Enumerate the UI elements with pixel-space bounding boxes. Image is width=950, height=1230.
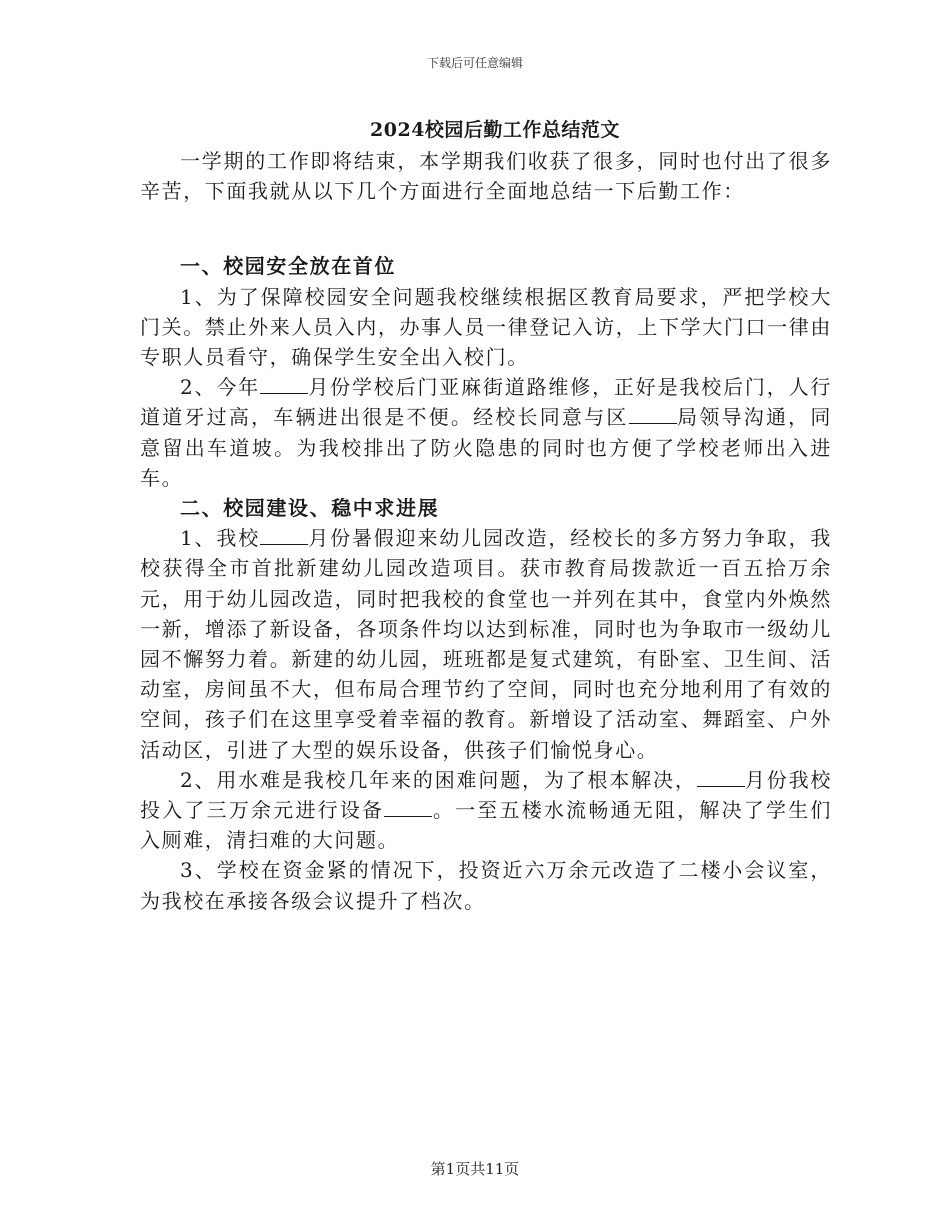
document-title: 2024校园后勤工作总结范文 [370,119,620,141]
text-run: 2、今年 [180,375,261,400]
section2-paragraph-1 [140,523,832,765]
text-run: 。一至五楼水流畅通无阻，解决了学生们入厕难，清扫难的大问题。 [140,798,832,853]
spacer [140,206,832,251]
section2-paragraph-3: 3、学校在资金紧的情况下，投资近六万余元改造了二楼小会议室，为我校在承接各级会议提升了档次。 [140,858,832,913]
text-run: 2、用水难是我校几年来的困难问题，为了根本解决， [180,767,697,792]
header-note: 下载后可任意编辑 [426,56,523,70]
document-body [140,146,832,916]
page-number: 第1页共11页 [430,1160,520,1178]
section-heading-1: 一、校园安全放在首位 [180,254,396,279]
blank-line [260,375,308,394]
blank-line [629,405,677,424]
text-run: 月份暑假迎来幼儿园改造，经校长的多方努力争取，我校获得全市首批新建幼儿园改造项目。获市教育局拨款近一百五拾万余元，用于幼儿园改造，同时把我校的食堂也一并列在其中，食堂内外焕然一新，增添了新设备，各项条件均以达到标准，同时也为争取市一级幼儿园不懈努力着。新建的幼儿园，班班都是复式建筑，有卧室、卫生间、活动室，房间虽不大，但布局合理节约了空间，同时也充分地利用了有效的空间，孩子们在这里享受着幸福的教育。新增设了活动室、舞蹈室、户外活动区，引进了大型的娱乐设备，供孩子们愉悦身心。 [140,526,833,762]
text-run: 局领导沟通，同意留出车道坡。为我校排出了防火隐患的同时也方便了学校老师出入进车。 [140,405,832,490]
text-run: 月份我校投入了三万余元进行设备 [140,767,832,823]
blank-line [384,798,432,817]
intro-paragraph: 一学期的工作即将结束，本学期我们收获了很多，同时也付出了很多辛苦，下面我就从以下几个方面进行全面地总结一下后勤工作： [140,149,832,204]
text-run: 1、我校 [180,526,261,551]
section1-paragraph-1: 1、为了保障校园安全问题我校继续根据区教育局要求，严把学校大门关。禁止外来人员入内，办事人员一律登记入访，上下学大门口一律由专职人员看守，确保学生安全出入校门。 [140,284,832,370]
text-run: 月份学校后门亚麻街道路维修，正好是我校后门，人行道道牙过高，车辆进出很是不便。经校长同意与区 [140,375,833,430]
section2-paragraph-2 [140,765,832,856]
section-heading-2: 二、校园建设、稳中求进展 [180,496,440,521]
blank-line [260,526,308,545]
section1-paragraph-2 [140,372,832,493]
blank-line [697,768,745,787]
